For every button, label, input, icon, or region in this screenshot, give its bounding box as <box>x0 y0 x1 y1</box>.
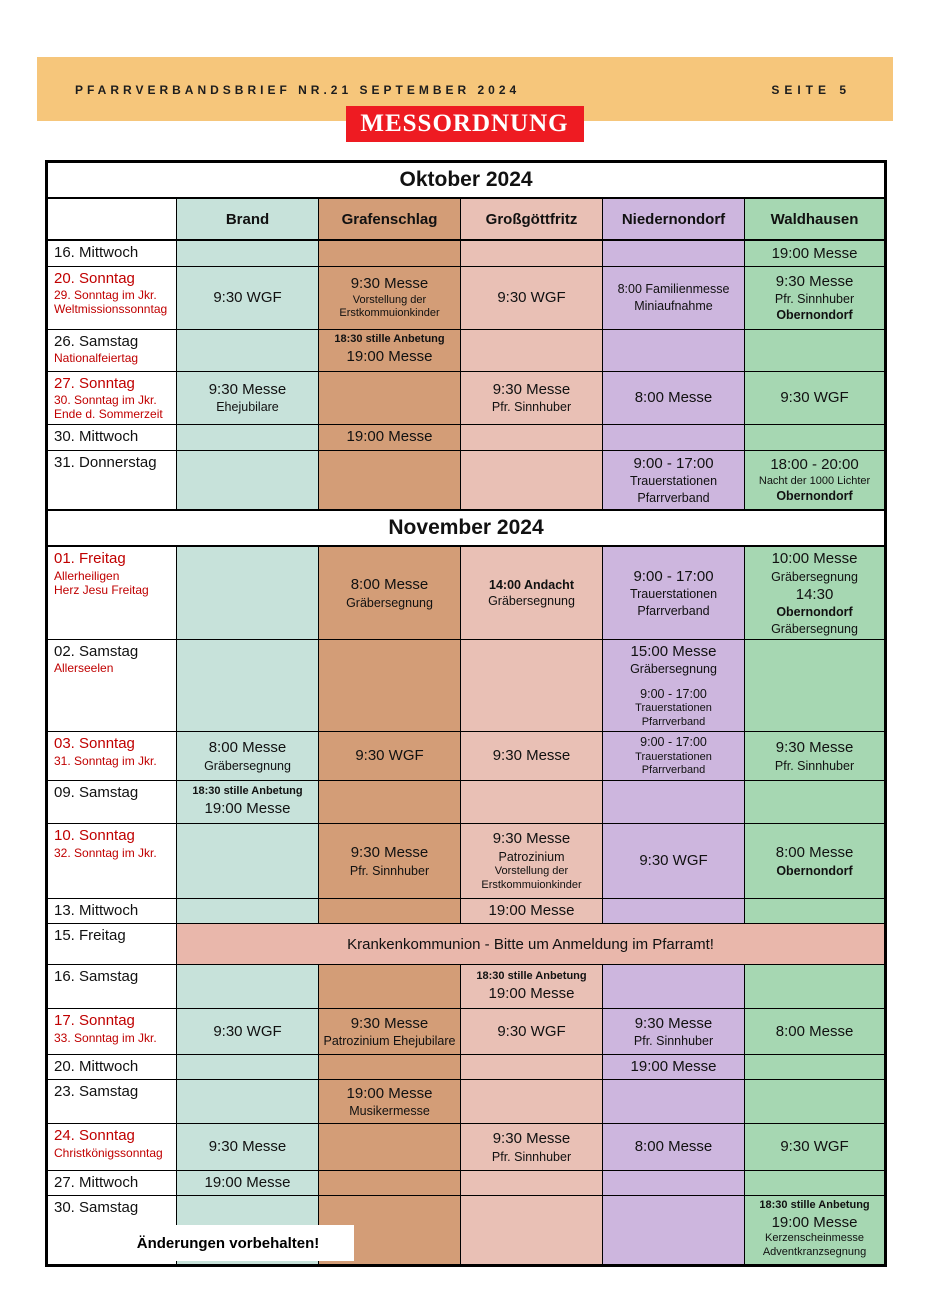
cell-niedernondorf <box>603 965 745 1009</box>
column-header-brand: Brand <box>177 198 319 240</box>
cell-line: 9:00 - 17:00 <box>640 735 707 750</box>
cell-line: 9:30 Messe <box>350 275 429 292</box>
cell-brand <box>177 732 319 781</box>
cell-line: Nacht der 1000 Lichter <box>758 474 871 487</box>
cell-line: Patrozinium <box>498 849 565 864</box>
cell-line: Obernondorf <box>776 605 853 620</box>
cell-brand <box>177 240 319 266</box>
cell-line: 8:00 Messe <box>634 1138 713 1156</box>
cell-grafenschlag <box>319 899 461 924</box>
cell-grossgoettfritz <box>461 424 603 450</box>
cell-grafenschlag <box>319 371 461 424</box>
cell-line: 15:00 Messe <box>630 642 717 660</box>
cell-waldhausen <box>745 781 886 824</box>
cell-niedernondorf <box>603 546 745 639</box>
cell-niedernondorf <box>603 1124 745 1171</box>
date-column-header <box>47 198 177 240</box>
cell-waldhausen <box>745 546 886 639</box>
cell-line: 9:30 Messe <box>775 739 854 757</box>
cell-grossgoettfritz <box>461 732 603 781</box>
cell-brand <box>177 424 319 450</box>
cell-waldhausen <box>745 1009 886 1055</box>
cell-grossgoettfritz <box>461 546 603 639</box>
cell-line: Erstkommuionkinder <box>339 307 440 320</box>
schedule-row <box>47 965 886 1009</box>
month-header-row <box>47 510 886 546</box>
cell-brand <box>177 781 319 824</box>
schedule-row <box>47 371 886 424</box>
date-subtitle: 31. Sonntag im Jkr. <box>54 753 157 768</box>
cell-waldhausen <box>745 240 886 266</box>
cell-line: 18:30 stille Anbetung <box>476 969 587 982</box>
date-subtitle: 32. Sonntag im Jkr. <box>54 845 157 860</box>
cell-line: 19:00 Messe <box>346 1084 433 1102</box>
date-label: 10. Sonntag <box>54 827 135 844</box>
schedule-row <box>47 639 886 732</box>
date-cell <box>47 732 177 781</box>
newsletter-title: PFARRVERBANDSBRIEF NR.21 SEPTEMBER 2024 <box>75 83 521 97</box>
cell-line: Pfr. Sinnhuber <box>633 1034 714 1049</box>
date-label: 20. Mittwoch <box>54 1058 139 1075</box>
cell-waldhausen <box>745 639 886 732</box>
cell-niedernondorf <box>603 266 745 329</box>
cell-grossgoettfritz <box>461 450 603 510</box>
date-cell <box>47 424 177 450</box>
cell-line: 9:30 WGF <box>639 852 708 870</box>
cell-grafenschlag <box>319 965 461 1009</box>
date-label: 24. Sonntag <box>54 1127 135 1144</box>
cell-line: Trauerstationen <box>635 750 712 763</box>
cell-waldhausen <box>745 424 886 450</box>
cell-niedernondorf <box>603 899 745 924</box>
date-subtitle: Allerseelen <box>54 661 114 676</box>
cell-line: Pfr. Sinnhuber <box>774 758 855 773</box>
cell-grossgoettfritz <box>461 899 603 924</box>
date-subtitle: Herz Jesu Freitag <box>54 582 149 597</box>
cell-line: Pfarrverband <box>637 603 710 618</box>
date-cell <box>47 450 177 510</box>
cell-waldhausen <box>745 1124 886 1171</box>
cell-line: Gräbersegnung <box>204 758 291 773</box>
cell-niedernondorf <box>603 1080 745 1124</box>
cell-brand <box>177 1055 319 1080</box>
cell-brand <box>177 329 319 371</box>
cell-brand <box>177 1009 319 1055</box>
cell-line: 9:30 Messe <box>350 1014 429 1032</box>
cell-line: Trauerstationen <box>635 701 712 714</box>
cell-grossgoettfritz <box>461 1195 603 1265</box>
cell-line: 19:00 Messe <box>204 800 291 818</box>
cell-line: Pfarrverband <box>641 715 706 728</box>
cell-line: Trauerstationen <box>629 474 718 489</box>
cell-grossgoettfritz <box>461 371 603 424</box>
column-header-waldhausen: Waldhausen <box>745 198 886 240</box>
cell-line: 9:30 Messe <box>775 272 854 290</box>
mass-schedule-table <box>45 160 887 1267</box>
cell-grossgoettfritz <box>461 1055 603 1080</box>
cell-line: 8:00 Familienmesse <box>617 282 730 297</box>
cell-line: 9:30 Messe <box>350 844 429 862</box>
cell-grossgoettfritz <box>461 1171 603 1196</box>
date-label: 30. Samstag <box>54 1198 139 1216</box>
cell-line: Pfarrverband <box>641 764 706 777</box>
cell-line: 9:30 Messe <box>492 380 571 398</box>
schedule-row <box>47 1124 886 1171</box>
cell-line: 18:30 stille Anbetung <box>192 785 303 798</box>
cell-line: 19:00 Messe <box>346 348 433 366</box>
date-label: 09. Samstag <box>54 784 139 801</box>
schedule-row <box>47 1080 886 1124</box>
cell-line: 9:30 WGF <box>780 1138 849 1156</box>
cell-line: 8:00 Messe <box>350 576 429 593</box>
cell-line: 9:30 Messe <box>208 380 287 398</box>
date-subtitle: Weltmissionssonntag <box>54 302 168 317</box>
cell-brand <box>177 546 319 639</box>
column-header-niedernondorf: Niedernondorf <box>603 198 745 240</box>
cell-grossgoettfritz <box>461 1124 603 1171</box>
cell-waldhausen <box>745 899 886 924</box>
date-cell <box>47 639 177 732</box>
cell-brand <box>177 824 319 899</box>
cell-waldhausen <box>745 329 886 371</box>
schedule-row <box>47 266 886 329</box>
cell-brand <box>177 1124 319 1171</box>
cell-grafenschlag <box>319 639 461 732</box>
month-header-row <box>47 162 886 199</box>
cell-line: 8:00 Messe <box>208 739 287 757</box>
cell-line: 8:00 Messe <box>634 388 713 406</box>
cell-line: 9:30 WGF <box>213 1022 282 1040</box>
cell-grafenschlag <box>319 1055 461 1080</box>
schedule-row <box>47 240 886 266</box>
date-cell <box>47 824 177 899</box>
cell-waldhausen <box>745 965 886 1009</box>
cell-waldhausen <box>745 1055 886 1080</box>
cell-brand <box>177 1080 319 1124</box>
column-header-row <box>47 198 886 240</box>
date-cell <box>47 1124 177 1171</box>
cell-line: 9:30 Messe <box>634 1014 713 1032</box>
cell-niedernondorf <box>603 371 745 424</box>
cell-line: 14:00 Andacht <box>489 577 574 592</box>
cell-grafenschlag <box>319 1171 461 1196</box>
cell-line: 9:30 WGF <box>355 747 424 765</box>
date-label: 01. Freitag <box>54 550 126 567</box>
cell-niedernondorf <box>603 1171 745 1196</box>
date-label: 02. Samstag <box>54 642 139 660</box>
cell-brand <box>177 639 319 732</box>
cell-line: 9:30 Messe <box>492 830 571 848</box>
cell-line: Ehejubilare <box>216 400 279 415</box>
column-header-grafenschlag: Grafenschlag <box>319 198 461 240</box>
cell-line: 9:30 WGF <box>497 288 566 306</box>
cell-niedernondorf <box>603 781 745 824</box>
month-title: November 2024 <box>47 510 886 546</box>
date-label: 30. Mittwoch <box>54 427 139 445</box>
date-label: 13. Mittwoch <box>54 902 139 919</box>
schedule-row <box>47 546 886 639</box>
cell-waldhausen <box>745 266 886 329</box>
cell-line: 19:00 Messe <box>488 984 575 1002</box>
cell-line: 19:00 Messe <box>488 902 575 920</box>
schedule-row <box>47 924 886 965</box>
date-label: 20. Sonntag <box>54 269 135 287</box>
cell-brand <box>177 1171 319 1196</box>
cell-line: Vorstellung der <box>494 865 569 878</box>
date-label: 03. Sonntag <box>54 735 135 753</box>
cell-line: 9:30 Messe <box>492 1130 571 1148</box>
date-cell <box>47 1171 177 1196</box>
date-cell <box>47 781 177 824</box>
cell-waldhausen <box>745 1171 886 1196</box>
cell-line: 8:00 Messe <box>775 844 854 862</box>
cell-line: Trauerstationen <box>629 587 718 602</box>
cell-brand <box>177 266 319 329</box>
date-label: 16. Samstag <box>54 968 139 985</box>
cell-grossgoettfritz <box>461 639 603 732</box>
date-cell <box>47 371 177 424</box>
cell-niedernondorf <box>603 1055 745 1080</box>
cell-grossgoettfritz <box>461 965 603 1009</box>
date-subtitle: Allerheiligen <box>54 568 120 583</box>
cell-grossgoettfritz <box>461 1009 603 1055</box>
schedule-row <box>47 1171 886 1196</box>
cell-line: Pfarrverband <box>637 490 710 505</box>
date-label: 26. Samstag <box>54 332 139 350</box>
cell-line: 10:00 Messe <box>771 550 858 567</box>
cell-line: Vorstellung der <box>352 293 427 306</box>
cell-line: Pfr. Sinnhuber <box>491 1149 572 1164</box>
schedule-row <box>47 1009 886 1055</box>
cell-line: Pfr. Sinnhuber <box>349 863 430 878</box>
cell-waldhausen <box>745 1195 886 1265</box>
messordnung-banner: MESSORDNUNG <box>346 106 584 142</box>
date-label: 31. Donnerstag <box>54 453 157 471</box>
date-label: 16. Mittwoch <box>54 244 139 261</box>
cell-waldhausen <box>745 1080 886 1124</box>
schedule-row <box>47 824 886 899</box>
cell-line: 19:00 Messe <box>346 428 433 446</box>
cell-niedernondorf <box>603 329 745 371</box>
cell-brand <box>177 371 319 424</box>
mass-schedule <box>45 160 887 1267</box>
cell-line: 18:30 stille Anbetung <box>759 1199 870 1212</box>
date-label: 23. Samstag <box>54 1083 139 1100</box>
cell-line: 8:00 Messe <box>775 1022 854 1040</box>
announcement-cell: Krankenkommunion - Bitte um Anmeldung im Pfarramt! <box>177 924 886 965</box>
cell-line: 14:30 <box>795 585 834 603</box>
cell-grafenschlag <box>319 732 461 781</box>
cell-grafenschlag <box>319 450 461 510</box>
date-subtitle: Ende d. Sommerzeit <box>54 407 163 422</box>
cell-line: 9:30 WGF <box>497 1022 566 1040</box>
cell-grafenschlag <box>319 240 461 266</box>
cell-waldhausen <box>745 371 886 424</box>
cell-line: Gräbersegnung <box>630 662 717 677</box>
date-cell <box>47 924 177 965</box>
changes-reserved-note: Änderungen vorbehalten! <box>102 1225 354 1261</box>
cell-line: Gräbersegnung <box>771 621 858 636</box>
date-subtitle: Christkönigssonntag <box>54 1145 163 1160</box>
cell-line: Pfr. Sinnhuber <box>491 400 572 415</box>
date-subtitle: 29. Sonntag im Jkr. <box>54 288 157 302</box>
cell-grafenschlag <box>319 546 461 639</box>
cell-line: Gräbersegnung <box>488 593 575 608</box>
date-subtitle: 30. Sonntag im Jkr. <box>54 393 157 407</box>
cell-grafenschlag <box>319 824 461 899</box>
cell-grossgoettfritz <box>461 824 603 899</box>
cell-line: Gräbersegnung <box>346 595 433 610</box>
cell-niedernondorf <box>603 1195 745 1265</box>
schedule-row <box>47 732 886 781</box>
cell-line: 9:00 - 17:00 <box>633 567 714 585</box>
cell-line: 19:00 Messe <box>630 1058 717 1076</box>
cell-line: 9:30 WGF <box>213 288 282 306</box>
cell-line: Gräbersegnung <box>771 569 858 584</box>
cell-grossgoettfritz <box>461 1080 603 1124</box>
date-cell <box>47 965 177 1009</box>
cell-line: Obernondorf <box>776 863 853 878</box>
schedule-row <box>47 450 886 510</box>
cell-line: Erstkommuionkinder <box>481 878 582 891</box>
cell-grafenschlag <box>319 1080 461 1124</box>
cell-waldhausen <box>745 450 886 510</box>
date-cell <box>47 329 177 371</box>
cell-grafenschlag <box>319 424 461 450</box>
cell-waldhausen <box>745 824 886 899</box>
month-title: Oktober 2024 <box>47 162 886 199</box>
cell-line: Miniaufnahme <box>634 298 713 313</box>
schedule-row <box>47 424 886 450</box>
cell-brand <box>177 965 319 1009</box>
schedule-row <box>47 329 886 371</box>
date-label: 27. Sonntag <box>54 374 135 392</box>
cell-line: Kerzenscheinmesse <box>764 1232 865 1245</box>
schedule-row <box>47 1055 886 1080</box>
cell-grafenschlag <box>319 1124 461 1171</box>
date-cell <box>47 1080 177 1124</box>
date-cell <box>47 1055 177 1080</box>
cell-line: 9:00 - 17:00 <box>640 686 707 701</box>
cell-grossgoettfritz <box>461 329 603 371</box>
cell-line: 18:00 - 20:00 <box>770 456 859 473</box>
cell-line: Musikermesse <box>349 1104 430 1119</box>
cell-niedernondorf <box>603 450 745 510</box>
cell-line: Pfr. Sinnhuber <box>774 292 855 306</box>
date-cell <box>47 1009 177 1055</box>
date-cell <box>47 266 177 329</box>
spacer <box>605 678 742 686</box>
cell-line: Patrozinium Ehejubilare <box>323 1034 456 1049</box>
date-label: 17. Sonntag <box>54 1012 135 1029</box>
page-number-label: SEITE 5 <box>771 83 851 97</box>
cell-line: 9:00 - 17:00 <box>633 454 714 472</box>
cell-line: 9:30 Messe <box>208 1138 287 1156</box>
cell-line: 19:00 Messe <box>771 1213 858 1231</box>
cell-grafenschlag <box>319 781 461 824</box>
cell-brand <box>177 899 319 924</box>
cell-niedernondorf <box>603 639 745 732</box>
date-subtitle: Nationalfeiertag <box>54 351 139 365</box>
cell-waldhausen <box>745 732 886 781</box>
date-cell <box>47 899 177 924</box>
cell-niedernondorf <box>603 732 745 781</box>
cell-niedernondorf <box>603 424 745 450</box>
cell-line: 19:00 Messe <box>771 244 858 262</box>
cell-grossgoettfritz <box>461 240 603 266</box>
cell-grafenschlag <box>319 266 461 329</box>
date-cell <box>47 240 177 266</box>
cell-line: 9:30 WGF <box>780 388 849 406</box>
cell-line: 9:30 Messe <box>492 747 571 765</box>
cell-grafenschlag <box>319 1009 461 1055</box>
schedule-row <box>47 899 886 924</box>
cell-line: Obernondorf <box>776 489 853 504</box>
cell-niedernondorf <box>603 1009 745 1055</box>
cell-grossgoettfritz <box>461 266 603 329</box>
schedule-row <box>47 781 886 824</box>
date-label: 27. Mittwoch <box>54 1174 139 1191</box>
cell-line: 18:30 stille Anbetung <box>334 333 445 346</box>
cell-line: 19:00 Messe <box>204 1174 291 1191</box>
cell-brand <box>177 450 319 510</box>
date-subtitle: 33. Sonntag im Jkr. <box>54 1030 157 1045</box>
cell-grossgoettfritz <box>461 781 603 824</box>
date-cell <box>47 546 177 639</box>
cell-line: Obernondorf <box>776 308 853 323</box>
cell-line: Adventkranzsegnung <box>762 1246 867 1259</box>
date-label: 15. Freitag <box>54 927 126 944</box>
cell-niedernondorf <box>603 240 745 266</box>
column-header-grossgoettfritz: Großgöttfritz <box>461 198 603 240</box>
cell-grafenschlag <box>319 329 461 371</box>
cell-niedernondorf <box>603 824 745 899</box>
